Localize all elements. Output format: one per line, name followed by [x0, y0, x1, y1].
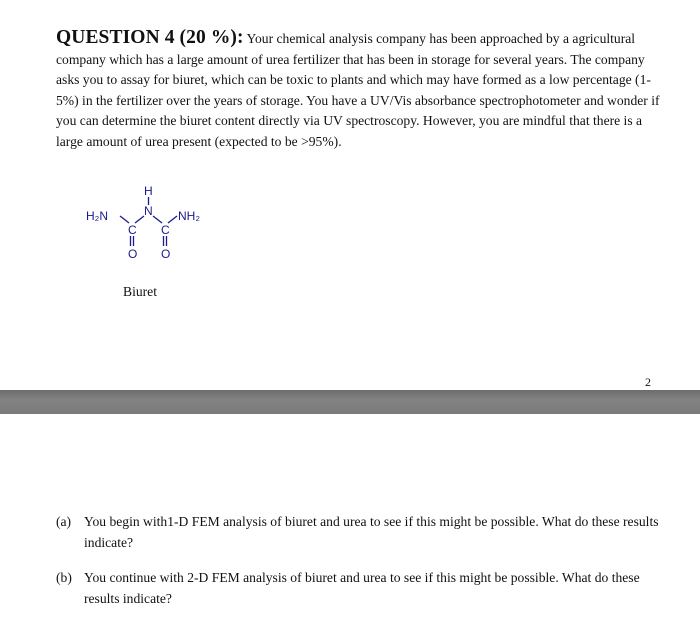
atom-c-right: C [161, 223, 170, 237]
atom-h: H [144, 184, 153, 198]
part-a-text: You begin with1-D FEM analysis of biuret and urea to see if this might be possible. What do these results indicate? [84, 514, 659, 550]
bond-nh2-c-left [120, 216, 129, 223]
bond-n-c-right [153, 216, 162, 223]
atom-o-left: O [128, 247, 138, 261]
question-heading: QUESTION 4 (20 %): [56, 27, 244, 48]
part-b-text: You continue with 2-D FEM analysis of biuret and urea to see if this might be possible. What do these results indicate? [84, 570, 640, 606]
atom-right-group: NH₂ [178, 209, 200, 223]
question-intro [56, 28, 666, 152]
atom-left-group: H₂N [86, 209, 108, 223]
structure-caption: Biuret [123, 284, 157, 299]
page-divider-bar [0, 390, 700, 414]
atom-c-left: C [128, 223, 137, 237]
question-text: Your chemical analysis company has been approached by a agricultural company which has a large amount of urea fertilizer that has been in storage for several years. The company asks you to assay for biuret, which can be toxic to plants and which may have formed as a low percentage (1-5%) in the fertilizer over the years of storage. You have a UV/Vis absorbance spectrophotometer and wonder if you can determine the biuret content directly via UV spectroscopy. However, you are mindful that there is a large amount of urea present (expected to be >95%). [56, 31, 660, 149]
part-a-label: (a) [56, 514, 72, 529]
atom-o-right: O [161, 247, 171, 261]
part-b-label: (b) [56, 570, 72, 585]
page-number: 2 [645, 375, 651, 389]
part-a [56, 512, 666, 553]
part-b [56, 568, 666, 609]
biuret-structure [84, 183, 244, 278]
atom-center-n: N [144, 204, 153, 218]
bond-c-left-n [135, 216, 144, 223]
bond-c-right-nh2 [168, 216, 177, 223]
